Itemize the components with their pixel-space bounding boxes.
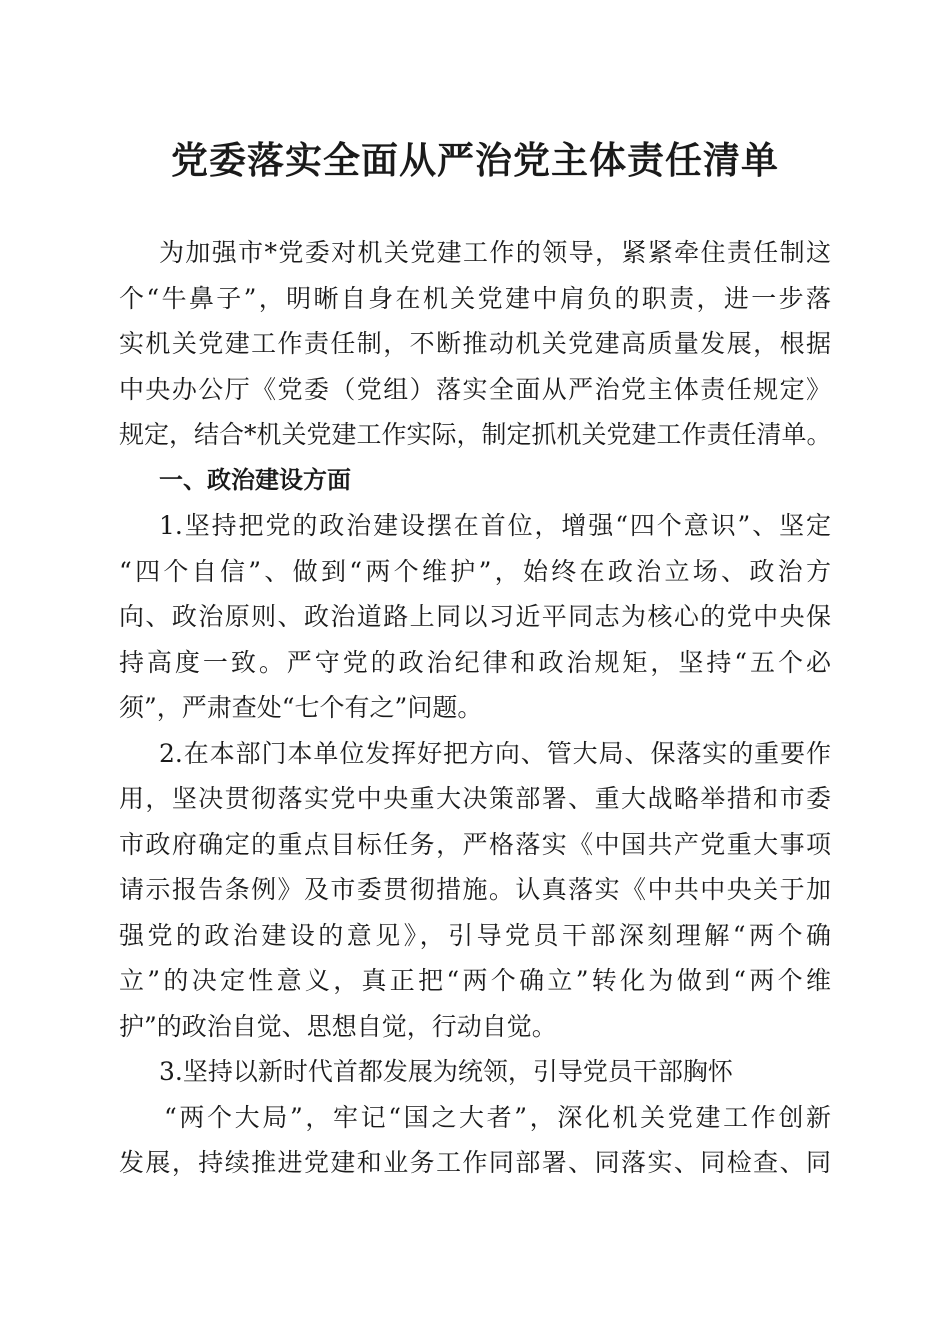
intro-line: 为加强市*党委对机关党建工作的领导，紧紧牵住责任制这 (159, 238, 831, 267)
item-1-line: 向、政治原则、政治道路上同以习近平同志为核心的党中央保 (119, 602, 831, 631)
item-3-line: 3.坚持以新时代首都发展为统领，引导党员干部胸怀 (159, 1057, 733, 1086)
item-2-line: 立”的决定性意义，真正把“两个确立”转化为做到“两个维 (119, 966, 831, 995)
section-heading: 一、政治建设方面 (159, 465, 351, 494)
intro-line: 个“牛鼻子”，明晰自身在机关党建中肩负的职责，进一步落 (119, 283, 831, 313)
document-title: 党委落实全面从严治党主体责任清单 (171, 138, 779, 182)
item-1-line: “四个自信”、做到“两个维护”，始终在政治立场、政治方 (119, 556, 831, 586)
intro-line: 中央办公厅《党委（党组）落实全面从严治党主体责任规定》 (119, 374, 831, 404)
item-2-line: 用，坚决贯彻落实党中央重大决策部署、重大战略举措和市委 (119, 784, 831, 813)
item-2-line: 请示报告条例》及市委贯彻措施。认真落实《中共中央关于加 (119, 875, 831, 904)
item-2-line: 市政府确定的重点目标任务，严格落实《中国共产党重大事项 (119, 829, 831, 859)
item-2-line: 护”的政治自觉、思想自觉，行动自觉。 (119, 1011, 557, 1041)
item-3-line: “两个大局”，牢记“国之大者”，深化机关党建工作创新 (164, 1102, 831, 1132)
item-3-line: 发展，持续推进党建和业务工作同部署、同落实、同检查、同 (119, 1148, 831, 1177)
document-body (119, 230, 831, 1186)
item-1-line: 须”，严肃查处“七个有之”问题。 (119, 693, 483, 722)
item-2-line: 强党的政治建设的意见》，引导党员干部深刻理解“两个确 (119, 920, 831, 950)
item-1-line: 持高度一致。严守党的政治纪律和政治规矩，坚持“五个必 (119, 647, 831, 677)
item-1-line: 1.坚持把党的政治建设摆在首位，增强“四个意识”、坚定 (159, 511, 831, 540)
item-2-line: 2.在本部门本单位发挥好把方向、管大局、保落实的重要作 (159, 738, 831, 768)
intro-line: 规定，结合*机关党建工作实际，制定抓机关党建工作责任清单。 (119, 420, 832, 449)
intro-line: 实机关党建工作责任制，不断推动机关党建高质量发展，根据 (119, 329, 831, 358)
